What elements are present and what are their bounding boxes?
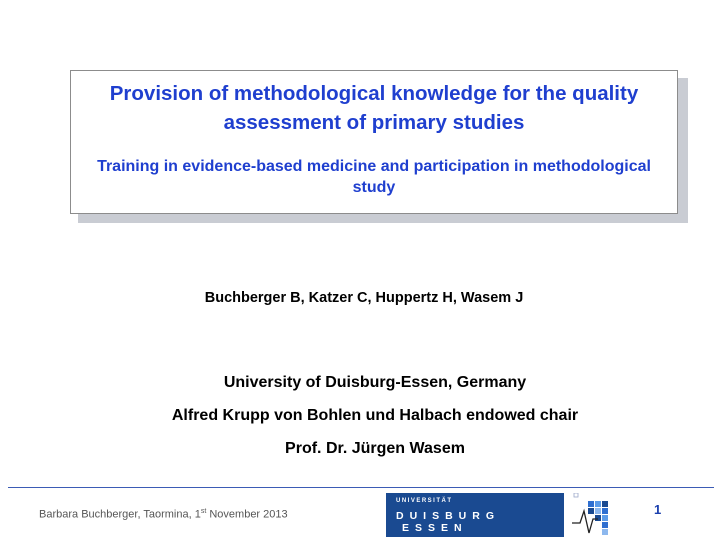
footer-date: November 2013 [206,508,288,521]
author-list: Buchberger B, Katzer C, Huppertz H, Wasem J [204,290,524,306]
title-box [70,70,678,214]
footer-ordinal: st [200,508,207,515]
logo-text-middle: DUISBURG [396,510,501,522]
footer-divider [8,487,714,488]
affiliation-university: University of Duisburg-Essen, Germany [223,374,527,391]
logo-text-top: UNIVERSITÄT [396,498,453,504]
logo-text-bottom: ESSEN [402,522,468,534]
chair-logo-icon [572,493,644,537]
slide-title: Provision of methodological knowledge for the quality assessment of primary studies [109,82,639,134]
slide-subtitle: Training in evidence-based medicine and participation in methodological study [97,158,651,196]
footer-presenter [39,508,288,521]
footer-presenter-prefix: Barbara Buchberger, Taormina, 1 [39,508,201,521]
university-logo [386,493,564,537]
affiliation-professor: Prof. Dr. Jürgen Wasem [285,440,465,457]
page-number: 1 [654,502,662,517]
affiliation-chair: Alfred Krupp von Bohlen und Halbach endowed chair [171,407,579,424]
